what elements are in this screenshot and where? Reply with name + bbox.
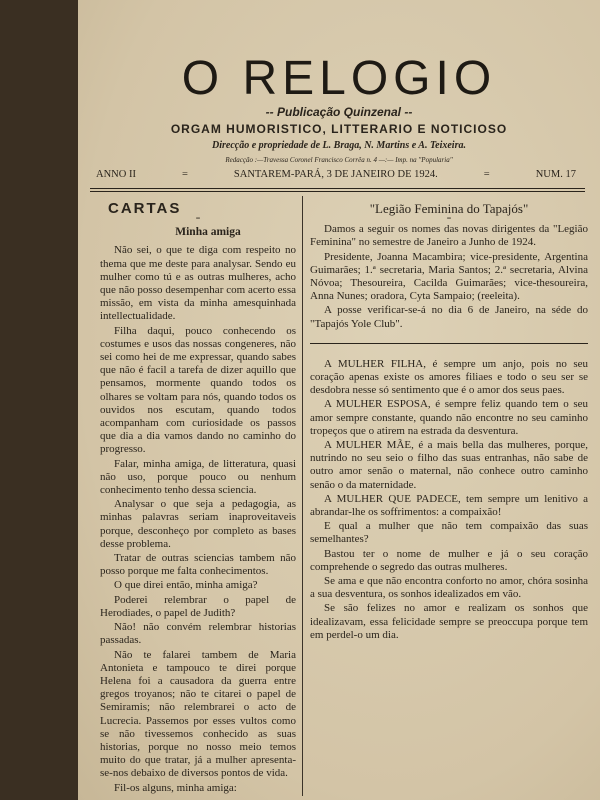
paragraph: Não sei, o que te diga com respeito no thema que me deste para analysar. Sendo eu mulher como tú e as outras mulheres, acho que não posso desempenhar com acerto essa missão, em vista da minha amesquinhada intellectualidade. — [100, 244, 296, 323]
masthead-title: O RELOGIO — [181, 52, 497, 105]
issue-separator: = — [483, 169, 490, 180]
paragraph: Poderei relembrar o papel de Herodiades, o papel de Judith? — [100, 593, 296, 619]
tagline: ORGAM HUMORISTICO, LITTERARIO E NOTICIOSO — [170, 122, 508, 136]
paragraph: O que direi então, minha amiga? — [114, 579, 258, 592]
issue-place-date: SANTAREM-PARÁ, 3 DE JANEIRO DE 1924. — [233, 169, 438, 180]
paragraph: Bastou ter o nome de mulher e já o seu coração comprehende o segredo das outras mulheres. — [310, 547, 588, 573]
issue-line — [96, 169, 576, 180]
paragraph: Não te falarei tambem de Maria Antonieta e tampouco te direi porque Helena foi a causadora da guerra entre gregos troyanos; não te citarei o papel de Semiramis; não relembrarei o acto de Lucrecia. Passemos por esses vultos como se não tivessemos conhecido as suas historias, porque no nosso meio temos muito do que tratar, já a mulher apresenta-se-nos debaixo de diversos pontos de vida. — [100, 648, 296, 780]
section-title: CARTAS — [108, 200, 182, 217]
paragraph: Damos a seguir os nomes das novas dirigentes da "Legião Feminina" no semestre de Janeiro a Junho de 1924. — [310, 223, 588, 249]
issue-volume: ANNO II — [96, 169, 136, 180]
paragraph: A MULHER QUE PADECE, tem sempre um lenitivo a abrandar-lhe os soffrimentos: a compaixão! — [310, 492, 588, 519]
paragraph: Presidente, Joanna Macambira; vice-presidente, Argentina Guimarães; 1.ª secretaria, Maria Santos; 2.ª secretaria, Alvina Nóvoa; Thesoureira, Cacilda Guimarães; vice-thesoureira, Anna Nunes; oradora, Cyta Sampaio; (reeleita). — [310, 250, 588, 303]
article-heading: "Legião Feminina do Tapajós" — [369, 201, 529, 216]
paragraph: A MULHER ESPOSA, é sempre feliz quando tem o seu amor sempre constante, quando não encontre no seu caminho tropeços que o atirem na estrada da desventura. — [310, 398, 588, 437]
paragraph: E qual a mulher que não tem compaixão das suas semelhantes? — [310, 520, 588, 546]
paragraph: Se são felizes no amor e realizam os sonhos que idealizavam, essa felicidade sempre se preoccupa porque tem em perdel-o um dia. — [310, 602, 588, 641]
paragraph: A posse verificar-se-á no dia 6 de Janeiro, na séde do "Tapajós Yole Club". — [310, 304, 588, 330]
right-column — [310, 200, 588, 643]
issue-number: NUM. 17 — [535, 169, 576, 180]
paragraph: Se ama e que não encontra conforto no amor, chóra sosinha a sua desventura, os sonhos idealizados em vão. — [310, 575, 588, 601]
newspaper-page — [78, 0, 600, 800]
paragraph: Falar, minha amiga, de litteratura, quasi não uso, porque pouco ou nenhum conhecimento tenho dessa sciencia. — [100, 457, 296, 497]
article-separator — [310, 343, 588, 344]
header-rule — [90, 191, 585, 192]
publication-frequency: -- Publicação Quinzenal -- — [265, 105, 413, 119]
paragraph: Filha daqui, pouco conhecendo os costumes e usos das nossas congeneres, não sei como hei de me expressar, quando sabes que não é facil a tarefa de dizer aquillo que pensamos, mormente quando todos os olhares se voltam para nós, quando todos os ouvidos nos escutam, quando todos acompanham com curiosidade os passos que dia a dia vamos dando no caminho do progresso. — [100, 324, 296, 456]
paragraph: A MULHER FILHA, é sempre um anjo, pois no seu coração apenas existe os amores filiaes e todo o seu ser se desdobra nesse só sentimento que é o amor dos seus paes. — [310, 357, 588, 397]
left-column — [100, 200, 296, 796]
paragraph: Analysar o que seja a pedagogia, as minhas palavras seriam inaproveitaveis porque, desconheço por completo as bases desse problema. — [100, 498, 296, 550]
editorial-line: Redacção :—Travessa Coronel Francisco Corrêa n. 4 —:— Imp. na "Popularia" — [225, 156, 453, 164]
article-dash: = — [446, 214, 452, 224]
header-rule — [90, 188, 585, 189]
paragraph: Não! não convém relembrar historias passadas. — [100, 621, 296, 647]
ownership-line: Direcção e propriedade de L. Braga, N. Martins e A. Teixeira. — [212, 140, 466, 151]
paragraph: Tratar de outras sciencias tambem não posso porque me falta conhecimentos. — [100, 552, 296, 578]
paragraph: A MULHER MÃE, é a mais bella das mulheres, porque, nutrindo no seu seio o filho das suas entranhas, não sabe de outro amor senão o maternal, não conhece outro caminho senão o da maternidade. — [310, 439, 588, 491]
column-divider — [302, 196, 303, 796]
letter-heading: Minha amiga — [175, 226, 241, 239]
paragraph: Fil-os alguns, minha amiga: — [114, 781, 237, 794]
section-dash: = — [195, 214, 201, 224]
issue-separator: = — [181, 169, 188, 180]
